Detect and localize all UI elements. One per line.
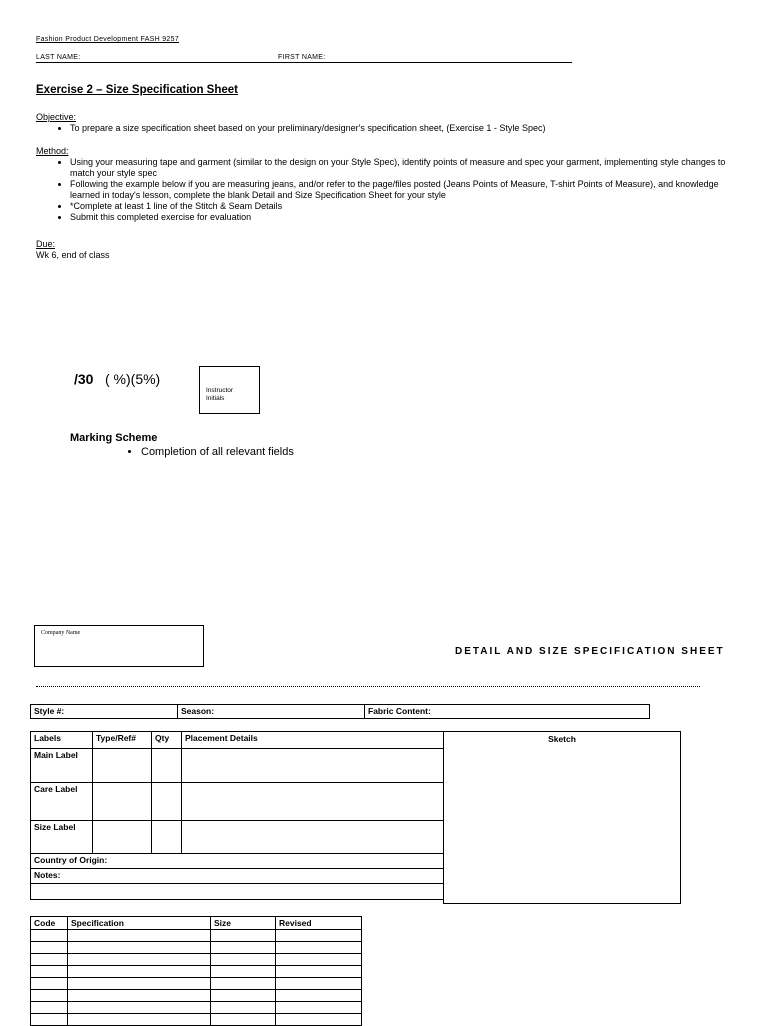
list-item: • Completion of all relevant fields	[141, 446, 490, 459]
table-cell[interactable]	[152, 821, 182, 854]
notes-label: Notes:	[34, 870, 61, 880]
sheet-title: DETAIL AND SIZE SPECIFICATION SHEET	[455, 646, 725, 657]
objective-list	[34, 123, 754, 134]
due-heading: Due:	[36, 239, 56, 249]
method-heading: Method:	[36, 146, 69, 156]
objective-heading: Objective:	[36, 112, 77, 122]
marking-heading: Marking Scheme	[70, 432, 158, 444]
table-row	[31, 966, 362, 978]
table-cell[interactable]	[211, 966, 276, 978]
table-cell[interactable]	[31, 978, 68, 990]
table-cell[interactable]	[211, 1002, 276, 1014]
table-cell[interactable]	[276, 954, 362, 966]
table-cell[interactable]	[211, 990, 276, 1002]
table-cell[interactable]	[68, 930, 211, 942]
sketch-box[interactable]	[443, 731, 681, 904]
table-cell[interactable]	[68, 978, 211, 990]
table-cell[interactable]	[93, 783, 152, 821]
first-name-label: FIRST NAME:	[278, 54, 326, 61]
table-cell[interactable]	[211, 978, 276, 990]
table-cell[interactable]	[152, 749, 182, 783]
placement-header: Placement Details	[182, 732, 444, 749]
list-item: • To prepare a size specification sheet based on your preliminary/designer's specification sheet, (Exercise 1 - Style Spec)	[70, 123, 754, 134]
specification-header: Specification	[68, 917, 211, 930]
table-cell[interactable]	[31, 942, 68, 954]
table-cell[interactable]	[31, 954, 68, 966]
table-cell[interactable]	[31, 966, 68, 978]
labels-table	[30, 731, 444, 900]
table-cell[interactable]	[152, 783, 182, 821]
revised-header: Revised	[276, 917, 362, 930]
table-cell[interactable]	[211, 942, 276, 954]
fabric-content-label: Fabric Content:	[368, 706, 431, 716]
style-info-bar	[30, 704, 650, 719]
table-cell[interactable]	[68, 954, 211, 966]
table-cell[interactable]	[211, 954, 276, 966]
style-number-field[interactable]	[31, 705, 178, 719]
table-cell[interactable]	[182, 749, 444, 783]
table-cell[interactable]	[211, 930, 276, 942]
size-header: Size	[211, 917, 276, 930]
table-cell[interactable]	[93, 749, 152, 783]
table-cell[interactable]	[68, 966, 211, 978]
table-cell[interactable]	[31, 990, 68, 1002]
table-cell[interactable]	[276, 930, 362, 942]
notes-field[interactable]	[31, 869, 444, 884]
table-cell[interactable]	[182, 821, 444, 854]
table-row	[31, 954, 362, 966]
table-row	[31, 930, 362, 942]
list-item: • Following the example below if you are measuring jeans, and/or refer to the page/files posted (Jeans Points of Measure, T-shirt Points of Measure), and knowledge learned in today's lesson, complete the blank Detail and Size Specification Sheet for your style	[70, 179, 734, 201]
method-list	[34, 157, 734, 223]
season-label: Season:	[181, 706, 215, 716]
size-label-cell: Size Label	[31, 821, 93, 854]
list-item: • *Complete at least 1 line of the Stitch & Seam Details	[70, 201, 734, 212]
instructor-initials-label: Instructor Initials	[206, 387, 234, 402]
table-row	[31, 978, 362, 990]
grade-percent: ( %)(5%)	[105, 371, 161, 387]
page-title: Exercise 2 – Size Specification Sheet	[36, 84, 238, 96]
table-cell[interactable]	[276, 990, 362, 1002]
labels-header: Labels	[31, 732, 93, 749]
table-cell[interactable]	[276, 966, 362, 978]
table-cell[interactable]	[276, 942, 362, 954]
care-label-cell: Care Label	[31, 783, 93, 821]
main-label-cell: Main Label	[31, 749, 93, 783]
table-row	[31, 1002, 362, 1014]
country-of-origin-label: Country of Origin:	[34, 855, 108, 865]
table-cell[interactable]	[68, 990, 211, 1002]
notes-line[interactable]	[31, 884, 444, 900]
instructor-initials-box[interactable]	[199, 366, 260, 414]
table-cell[interactable]	[68, 1002, 211, 1014]
company-name-label: Company Name	[41, 630, 81, 636]
marking-list	[90, 446, 490, 459]
table-row	[31, 990, 362, 1002]
list-item: • Using your measuring tape and garment (similar to the design on your Style Spec), identify points of measure and spec your garment, implementing style changes to match your style spec	[70, 157, 734, 179]
table-cell[interactable]	[68, 942, 211, 954]
table-row	[31, 942, 362, 954]
style-number-label: Style #:	[34, 706, 65, 716]
table-cell[interactable]	[276, 978, 362, 990]
last-name-label: LAST NAME:	[36, 54, 81, 61]
table-cell[interactable]	[31, 1002, 68, 1014]
qty-header: Qty	[152, 732, 182, 749]
table-cell[interactable]	[276, 1002, 362, 1014]
company-name-box[interactable]	[34, 625, 204, 667]
divider	[36, 686, 700, 687]
course-title: Fashion Product Development FASH 9257	[36, 36, 180, 43]
season-field[interactable]	[178, 705, 365, 719]
code-header: Code	[31, 917, 68, 930]
list-item: • Submit this completed exercise for evaluation	[70, 212, 734, 223]
table-cell[interactable]	[93, 821, 152, 854]
name-line	[36, 62, 572, 63]
fabric-content-field[interactable]	[365, 705, 650, 719]
table-cell[interactable]	[31, 930, 68, 942]
grade-score: /30	[74, 371, 94, 387]
type-ref-header: Type/Ref#	[93, 732, 152, 749]
table-cell[interactable]	[182, 783, 444, 821]
sketch-header: Sketch	[548, 734, 576, 744]
spec-table	[30, 916, 362, 1026]
due-text: Wk 6, end of class	[36, 250, 110, 260]
country-of-origin-field[interactable]	[31, 854, 444, 869]
